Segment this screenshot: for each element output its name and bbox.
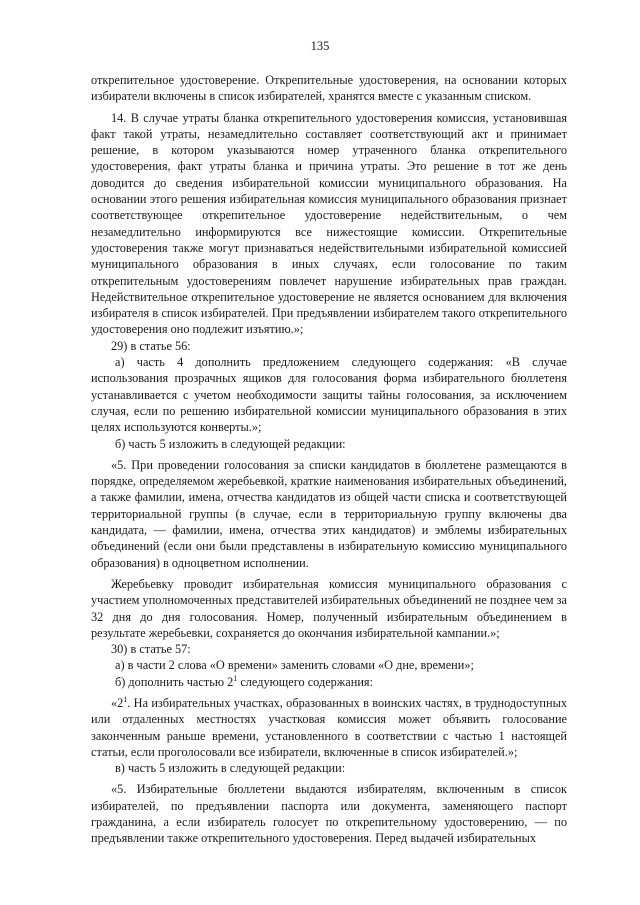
superscript: 1 [123, 694, 128, 704]
paragraph-item-30: 30) в статье 57: [111, 642, 191, 657]
quoted-part-number: «2 [111, 695, 124, 710]
paragraph-lottery: Жеребьевку проводит избирательная комиссия муниципального образования с участием уполномоченных представителей избирательных объединений не позднее чем за 32 дня до дня голосования. Номер, полученный избирательным объединением в результате жеребьевки, сохраняется до окончания избирательной кампании.»; [91, 576, 567, 640]
paragraph-item-14: 14. В случае утраты бланка открепительного удостоверения комиссия, установившая факт такой утраты, незамедлительно составляет соответствующий акт и принимает решение, в котором указываются номер утраченного бланка открепительного удостоверения, факт утраты бланка и причина утраты. Это решение в тот же день доводится до сведения избирательной комиссии муниципального образования. На основании этого решения избирательная комиссия муниципального образования признает соответствующее открепительное удостоверение недействительным, о чем незамедлительно информируются все нижестоящие комиссии. Открепительные удостоверения также могут признаваться недействительными избирательной комиссией муниципального образования в иных случаях, если голосование по таким открепительным удостоверениям повлечет нарушение избирательных прав граждан. Недействительное открепительное удостоверение не является основанием для включения избирателя в список избирателей. При предъявлении избирателем такого открепительного удостоверения оно подлежит изъятию.»; [91, 110, 567, 337]
page-number: 135 [310, 39, 330, 53]
subitem-b-text: б) дополнить частью 2 [115, 674, 234, 689]
paragraph-quoted-part-5-ballots: «5. Избирательные бюллетени выдаются избирателям, включенным в список избирателей, по предъявлении паспорта или документа, заменяющего паспорт гражданина, а если избиратель голосует по открепительному удостоверению, — по предъявлении также открепительного удостоверения. Перед выдачей избирательных [91, 782, 567, 846]
paragraph-subitem-v-57: в) часть 5 изложить в следующей редакции: [115, 761, 346, 776]
document-body [91, 72, 567, 847]
paragraph-subitem-a-57: а) в части 2 слова «О времени» заменить словами «О дне, времени»; [115, 658, 474, 673]
paragraph-subitem-b-57 [91, 674, 567, 690]
paragraph-subitem-a-56: а) часть 4 дополнить предложением следующего содержания: «В случае использования прозрачных ящиков для голосования форма избирательного бюллетеня устанавливается с учетом необходимости защиты тайны голосования, за исключением случая, если по решению избирательной комиссии муниципального образования в этих целях используются конверты.»; [91, 355, 567, 435]
superscript: 1 [233, 673, 238, 683]
quoted-part-text: . На избирательных участках, образованных в воинских частях, в труднодоступных или отдаленных местностях участковая комиссия может объявить голосование законченным раньше времени, установленного в соответствии с частью 1 настоящей статьи, если проголосовали все избиратели, включенные в список избирателей.»; [91, 695, 567, 759]
paragraph-subitem-b-56: б) часть 5 изложить в следующей редакции: [115, 436, 346, 451]
paragraph-quoted-part-2-1 [91, 695, 567, 760]
paragraph-quoted-part-5: «5. При проведении голосования за списки кандидатов в бюллетене размещаются в порядке, определяемом жеребьевкой, краткие наименования избирательных объединений, а также фамилии, имена, отчества кандидатов из общей части списка и соответствующей территориальной группы (в случае, если в территориальную группу включены два кандидата, — фамилии, имена, отчества этих кандидатов) и эмблемы избирательных объединений (если они были представлены в избирательную комиссию муниципального образования) в одноцветном исполнении. [91, 457, 567, 570]
paragraph-item-29: 29) в статье 56: [111, 338, 191, 353]
paragraph-continuation: открепительное удостоверение. Открепительные удостоверения, на основании которых избиратели включены в список избирателей, хранятся вместе с указанным списком. [91, 73, 567, 104]
subitem-b-text-tail: следующего содержания: [237, 674, 373, 689]
